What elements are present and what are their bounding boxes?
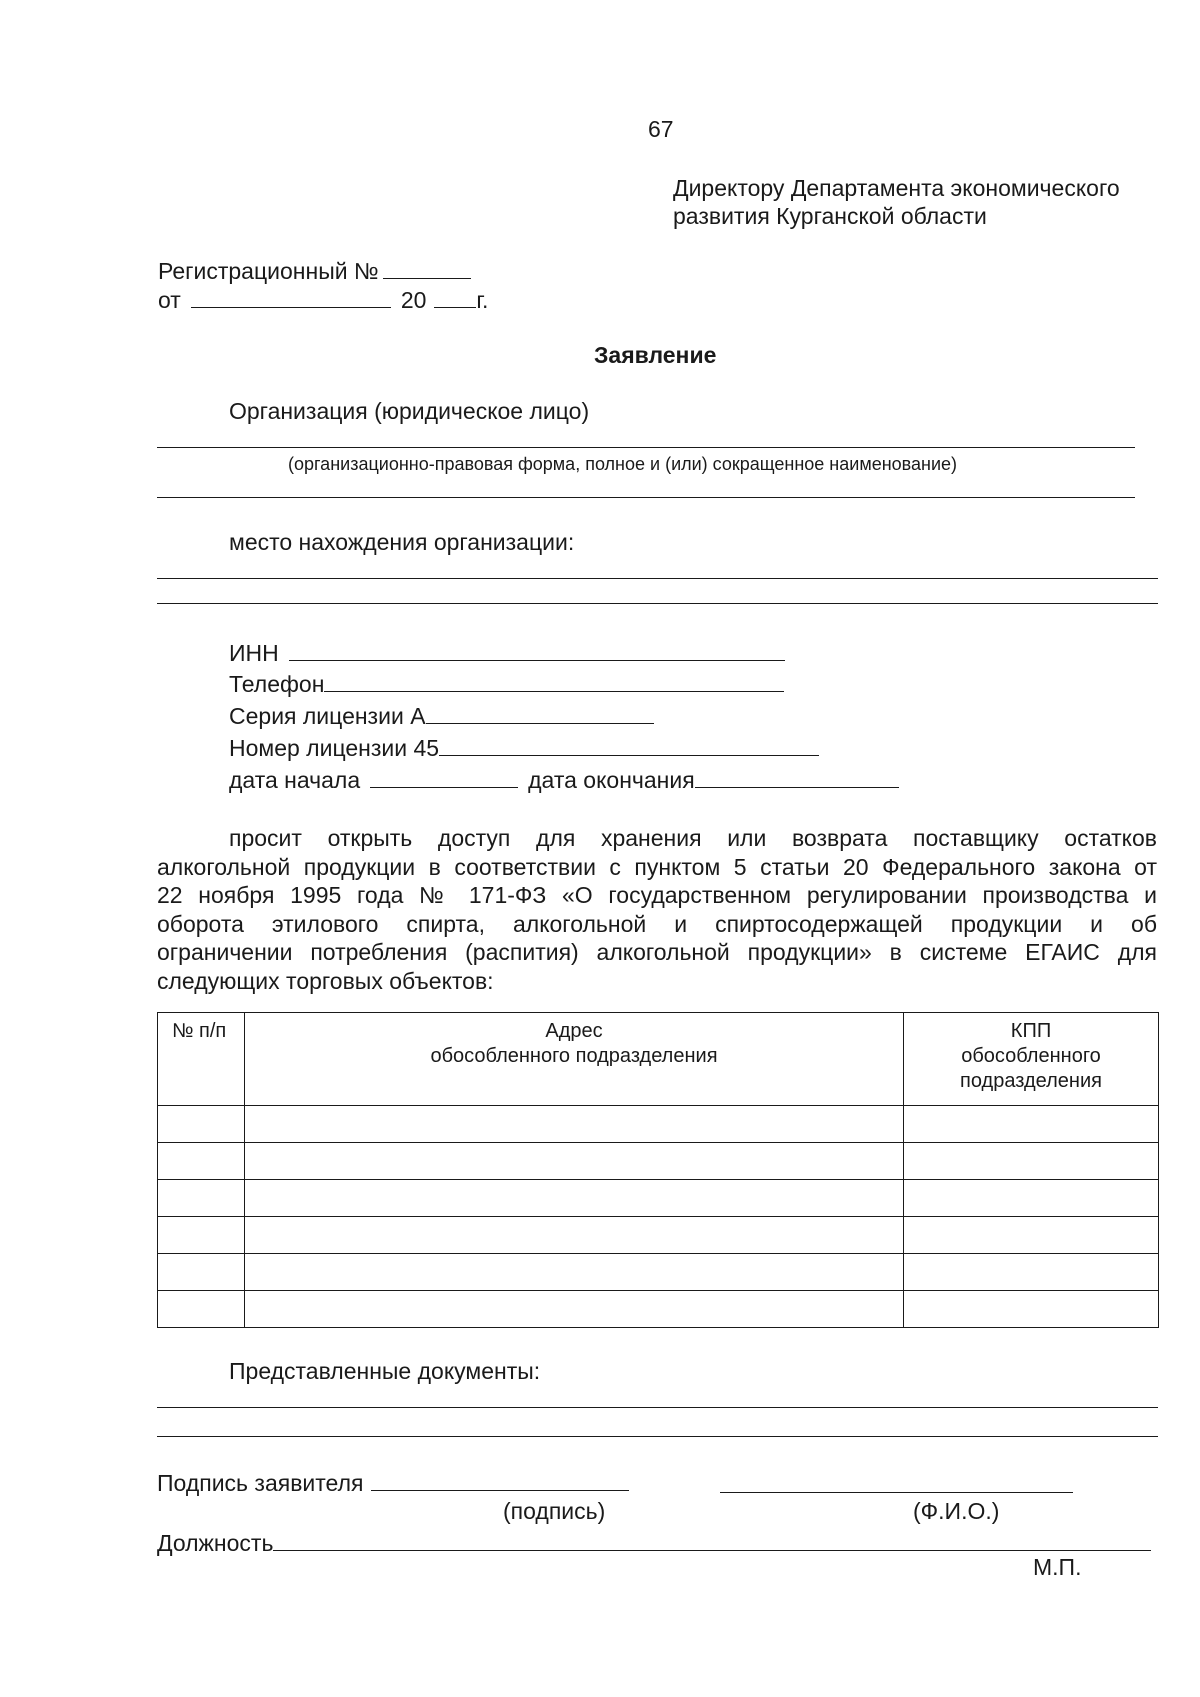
start-date-label: дата начала: [229, 767, 361, 793]
signature-row: [157, 1470, 629, 1495]
table-row: [158, 1143, 1159, 1180]
request-line: оборота этилового спирта, алкогольной и спиртосодержащей продукции и об: [157, 910, 1157, 937]
table-row: [158, 1254, 1159, 1291]
registration-date-row: [158, 287, 488, 312]
stamp-label: М.П.: [1033, 1554, 1082, 1580]
kpp-cell[interactable]: [904, 1106, 1159, 1143]
signature-caption: (подпись): [503, 1498, 606, 1524]
full-name-caption: (Ф.И.О.): [913, 1498, 1000, 1524]
address-cell[interactable]: [245, 1106, 904, 1143]
address-header-line: обособленного подразделения: [430, 1045, 718, 1067]
registration-year-suffix: г.: [476, 287, 489, 313]
kpp-header-line: КПП: [1010, 1020, 1052, 1042]
address-cell[interactable]: [245, 1291, 904, 1328]
signature-field[interactable]: [371, 1470, 629, 1491]
location-line-1[interactable]: [157, 578, 1158, 579]
license-number-row: [229, 735, 819, 760]
position-row: [157, 1530, 1151, 1555]
registration-from-label: от: [158, 287, 181, 313]
address-cell[interactable]: [245, 1217, 904, 1254]
addressee-line-2: развития Курганской области: [673, 203, 987, 229]
documents-line-1[interactable]: [157, 1407, 1158, 1408]
column-kpp-header: [904, 1013, 1159, 1106]
inn-row: [229, 640, 785, 665]
number-cell[interactable]: [158, 1217, 245, 1254]
documents-label: Представленные документы:: [229, 1358, 541, 1384]
end-date-field[interactable]: [695, 767, 899, 788]
column-number-header: № п/п: [158, 1013, 245, 1106]
kpp-cell[interactable]: [904, 1254, 1159, 1291]
kpp-cell[interactable]: [904, 1217, 1159, 1254]
phone-row: [229, 671, 784, 696]
number-cell[interactable]: [158, 1106, 245, 1143]
inn-field[interactable]: [289, 640, 785, 661]
address-cell[interactable]: [245, 1180, 904, 1217]
documents-line-2[interactable]: [157, 1436, 1158, 1437]
end-date-label: дата окончания: [528, 767, 695, 793]
column-address-header: [245, 1013, 904, 1106]
registration-date-field[interactable]: [191, 287, 391, 308]
number-cell[interactable]: [158, 1254, 245, 1291]
organization-name-line[interactable]: [157, 447, 1135, 448]
request-line: следующих торговых объектов:: [157, 967, 494, 994]
license-dates-row: [229, 767, 899, 792]
number-cell[interactable]: [158, 1291, 245, 1328]
license-series-row: [229, 703, 654, 728]
kpp-cell[interactable]: [904, 1180, 1159, 1217]
number-cell[interactable]: [158, 1143, 245, 1180]
page-number: 67: [648, 116, 674, 142]
trade-objects-table: [157, 1012, 1159, 1328]
license-number-field[interactable]: [439, 735, 819, 756]
organization-caption: (организационно-правовая форма, полное и (или) сокращенное наименование): [288, 454, 958, 474]
phone-label: Телефон: [229, 671, 325, 697]
document-title: Заявление: [594, 342, 717, 368]
position-label: Должность: [157, 1530, 274, 1556]
table-row: [158, 1291, 1159, 1328]
request-line: ограничении потребления (распития) алкогольной продукции» в системе ЕГАИС для: [157, 939, 1157, 965]
license-number-label: Номер лицензии 45: [229, 735, 440, 761]
organization-name-line-2[interactable]: [157, 497, 1135, 498]
table-row: [158, 1180, 1159, 1217]
position-field[interactable]: [273, 1530, 1151, 1551]
signature-label: Подпись заявителя: [157, 1470, 364, 1496]
registration-number-field[interactable]: [383, 258, 471, 279]
number-cell[interactable]: [158, 1180, 245, 1217]
registration-number-label: Регистрационный №: [158, 258, 379, 284]
table-row: [158, 1106, 1159, 1143]
kpp-header-line: обособленного: [961, 1045, 1101, 1067]
address-cell[interactable]: [245, 1143, 904, 1180]
table-header-row: [158, 1013, 1159, 1106]
kpp-cell[interactable]: [904, 1291, 1159, 1328]
registration-year-field[interactable]: [434, 287, 476, 308]
location-line-2[interactable]: [157, 603, 1158, 604]
table-row: [158, 1217, 1159, 1254]
address-cell[interactable]: [245, 1254, 904, 1291]
kpp-cell[interactable]: [904, 1143, 1159, 1180]
inn-label: ИНН: [229, 640, 279, 666]
full-name-line[interactable]: [720, 1492, 1073, 1493]
license-series-field[interactable]: [426, 703, 654, 724]
license-series-label: Серия лицензии А: [229, 703, 426, 729]
location-label: место нахождения организации:: [229, 529, 575, 555]
addressee-line-1: Директору Департамента экономического: [673, 175, 1120, 201]
address-header-line: Адрес: [545, 1020, 603, 1042]
registration-year-prefix: 20: [400, 287, 427, 313]
phone-field[interactable]: [324, 671, 784, 692]
request-line: просит открыть доступ для хранения или возврата поставщику остатков: [229, 825, 1157, 851]
request-paragraph: [157, 824, 1157, 995]
start-date-field[interactable]: [370, 767, 518, 788]
request-line: алкогольной продукции в соответствии с пунктом 5 статьи 20 Федерального закона от: [157, 853, 1157, 880]
request-line: 22 ноября 1995 года № 171-ФЗ «О государственном регулировании производства и: [157, 882, 1157, 908]
registration-number-row: [158, 258, 471, 283]
kpp-header-line: подразделения: [960, 1070, 1102, 1092]
organization-label: Организация (юридическое лицо): [229, 398, 590, 424]
